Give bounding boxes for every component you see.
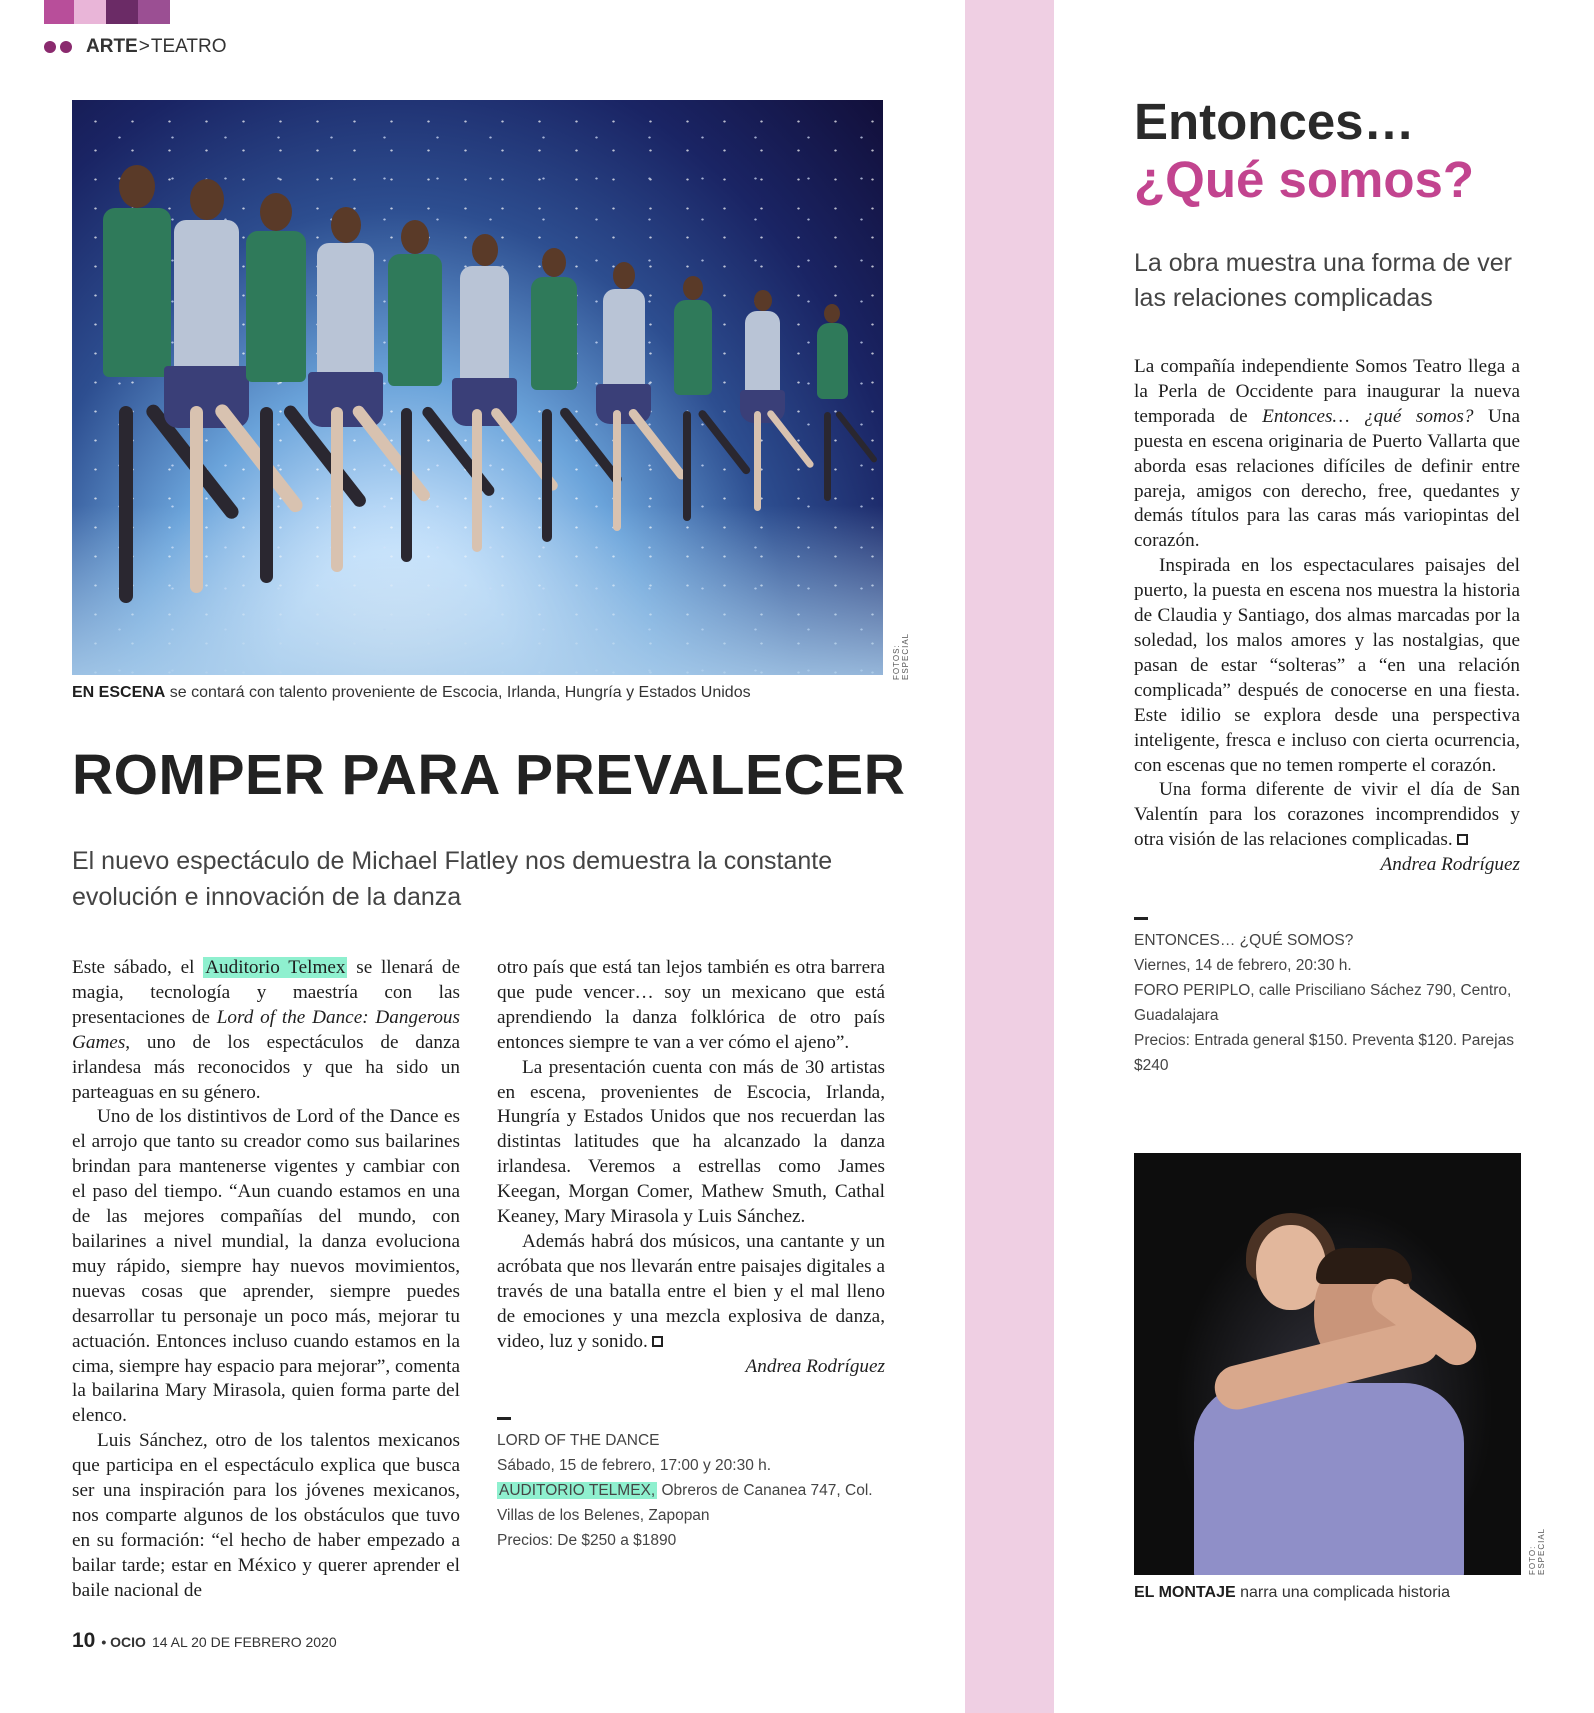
paragraph [1134,355,1520,554]
dancer-head [613,262,635,289]
photo-credit: FOTOS: ESPECIAL [892,632,910,680]
dancer-head [119,165,155,208]
dancer-leg [401,408,412,562]
dancer-torso [246,231,307,382]
dancer-leg [613,410,622,531]
paragraph: La presentación cuenta con más de 30 artistas en escena, provenientes de Escocia, Irlanda, Hungría y Estados Unidos que nos recuerdan las distintas latitudes que ha alcanzado la danza irlandesa. Veremos a estrellas como James Keegan, Morgan Comer, Mathew Smuth, Cathal Keaney, Mary Mirasola y Luis Sánchez. [497,1056,885,1228]
dancer-leg [190,406,204,593]
article-column-1 [72,956,460,1604]
caption-lead: EL MONTAJE [1134,1584,1236,1601]
caption-lead: EN ESCENA [72,684,166,701]
issue-date: 14 AL 20 DE FEBRERO 2020 [151,1634,337,1650]
event-venue [497,1478,897,1528]
end-mark-icon [1457,834,1468,845]
dancer-leg [542,409,552,541]
dancer-torso [745,311,780,396]
dancer-leg [260,407,273,583]
dancer-figure [236,193,316,611]
dancer-torso [317,243,374,384]
caption-text: narra una complicada historia [1235,1584,1450,1601]
man-hair [1316,1248,1412,1284]
event-info-box [497,1417,897,1553]
highlighted-venue: Auditorio Telmex [205,957,346,978]
dancer-leg [754,411,761,511]
dancer-figure [596,262,651,551]
paragraph: Luis Sánchez, otro de los talentos mexicanos que participa en el espectáculo explica que busca ser una inspiración para los jóvenes mexicanos, nos comparte algunos de los obstáculos que tuvo en su formación: “el hecho de haber empezado a bailar tarde; estar en México y querer aprender el baile nacional de [72,1430,460,1601]
text-run: Una puesta en escena originaria de Puerto Vallarta que aborda esas relaciones difíciles de definir entre pareja, amigos con derecho, free, quedantes y demás títulos para las caras más variopintas del corazón. [1134,405,1521,552]
paragraph: otro país que está tan lejos también es otra barrera que pude vencer… soy un mexicano que está aprendiendo la danza folklórica de otro país entonces siempre te van a ver cómo el ajeno”. [497,957,885,1053]
dancer-torso [388,254,441,386]
event-info-box [1134,917,1524,1078]
dancer-leg [331,407,343,572]
text-run: Además habrá dos músicos, una cantante y un acróbata que nos llevarán entre paisajes digitales a través de una batalla entre el bien y el mal lleno de emociones y una mezcla explosiva de danza, video, luz y sonido. [497,1230,885,1352]
subsection-label: TEATRO [150,36,227,57]
pink-divider-column [965,0,1054,1713]
byline: Andrea Rodríguez [745,1355,885,1377]
dancer-leg [472,409,482,552]
dancer-torso [174,220,239,380]
event-prices: Precios: Entrada general $150. Preventa $120. Parejas $240 [1134,1032,1514,1074]
dancer-head [260,193,292,231]
dancer-torso [674,300,712,395]
color-tab [44,0,74,24]
dash-rule [1134,917,1148,920]
show-title: Lord of the Dance: Dangerous Games [72,1006,460,1053]
side-title-line-1: Entonces… [1134,93,1415,150]
dancer-figure [452,234,517,575]
dancer-figure [740,290,785,527]
event-prices: Precios: De $250 a $1890 [497,1532,677,1549]
dancer-figure [668,276,718,539]
event-title: LORD OF THE DANCE [497,1432,660,1449]
event-venue: FORO PERIPLO, calle Prisciliano Sáchez 790, Centro, Guadalajara [1134,982,1512,1024]
text-run: La compañía independiente Somos Teatro llega a la Perla de Occidente para inaugurar la nueva temporada de [1134,356,1520,427]
paragraph: Uno de los distintivos de Lord of the Dance es el arrojo que tanto su creador como sus bailarines brindan para mantenerse vigentes y cambiar con el paso del tiempo. “Aun cuando estamos en una de las mejores compañías del mundo, con bailarines a nivel mundial, la danza evoluciona muy rápido, siempre hay nuevos movimientos, nuevas cosas que aprender, siempre puedes desarrollar tu personaje un poco más, mejorar tu actuación. Entonces incluso cuando estamos en la cima, siempre hay espacio para mejorar”, comenta la bailarina Mary Mirasola, quien forma parte del elenco. [72,1106,460,1427]
dancer-torso [460,266,510,389]
highlighted-venue: AUDITORIO TELMEX, [499,1482,656,1499]
section-label: ARTE [86,36,138,57]
shirt [1194,1383,1464,1575]
text-run: se llenará de magia, tecnología y maestría con las presentaciones de [72,957,461,1028]
color-tabs [44,0,170,24]
paragraph [497,1230,885,1355]
article-headline: ROMPER PARA PREVALECER [72,743,906,807]
photo-caption [1134,1584,1450,1602]
text-run: Una forma diferente de vivir el día de San Valentín para los corazones incomprendidos y otra visión de las relaciones complicadas. [1134,779,1520,851]
dancer-head [824,304,840,323]
dancer-head [754,290,772,312]
dancer-leg [119,406,133,603]
caption-text: se contará con talento proveniente de Escocia, Irlanda, Hungría y Estados Unidos [165,684,751,701]
color-tab [106,0,138,24]
dancer-leg [683,411,691,522]
couple-photo [1134,1153,1521,1575]
dancer-figure [308,207,383,599]
dancer-leg [824,412,830,501]
dancer-head [190,179,224,220]
page-footer [72,1629,337,1653]
bullet-dot-icon [60,41,72,53]
dancer-torso [103,208,171,377]
side-article-column [1134,355,1520,878]
dancer-torso [817,323,848,399]
article-deck: El nuevo espectáculo de Michael Flatley nos demuestra la constante evolución e innovación de la danza [72,847,833,911]
section-separator: > [138,36,150,57]
end-mark-icon [652,1336,663,1347]
dancer-head [542,248,566,277]
article-column-2 [497,956,885,1379]
dancer-torso [603,289,645,393]
color-tab [138,0,170,24]
dancers-photo [72,100,883,675]
dancer-figure [524,248,584,563]
dancer-head [683,276,703,300]
dancer-figure [380,220,450,587]
dancer-head [331,207,361,243]
paragraph: Inspirada en los espectaculares paisajes del puerto, la puesta en escena nos muestra la historia de Claudia y Santiago, dos almas marcadas por la soledad, los malos amores y las nostalgias, que pasan de estar “solteras” a “en una relación complicada” después de conocerse en una fiesta. Este idilio se explora desde una perspectiva inteligente, fresca e incluso con cierta ocurrencia, con escenas que no temen romperte el corazón. [1134,555,1520,776]
dash-rule [497,1417,511,1420]
side-title-line-2: ¿Qué somos? [1134,151,1475,208]
paragraph [1134,778,1520,853]
paragraph [72,956,460,1105]
photo-credit: FOTO: ESPECIAL [1528,1527,1546,1575]
event-address: Obreros de Cananea 747, Col. Villas de los Belenes, Zapopan [497,1482,873,1524]
page-number: 10 [72,1629,96,1652]
event-when: Viernes, 14 de febrero, 20:30 h. [1134,957,1352,974]
event-when: Sábado, 15 de febrero, 17:00 y 20:30 h. [497,1457,772,1474]
section-header [44,36,227,58]
publication-brand: • OCIO [101,1634,146,1650]
color-tab [74,0,106,24]
text-run: Este sábado, el [72,957,204,978]
bullet-dot-icon [44,41,56,53]
text-run: , uno de los espectáculos de danza irlandesa más reconocidos y que ha sido un parteaguas en su género. [72,1031,460,1103]
side-deck: La obra muestra una forma de ver las relaciones complicadas [1134,249,1512,312]
dancer-torso [531,277,577,390]
dancer-head [472,234,498,265]
dancer-head [401,220,429,254]
byline: Andrea Rodríguez [1380,854,1520,876]
dancer-figure [812,304,853,516]
event-title: ENTONCES… ¿QUÉ SOMOS? [1134,932,1354,949]
play-title: Entonces… ¿qué somos? [1262,405,1474,427]
photo-caption [72,684,751,702]
